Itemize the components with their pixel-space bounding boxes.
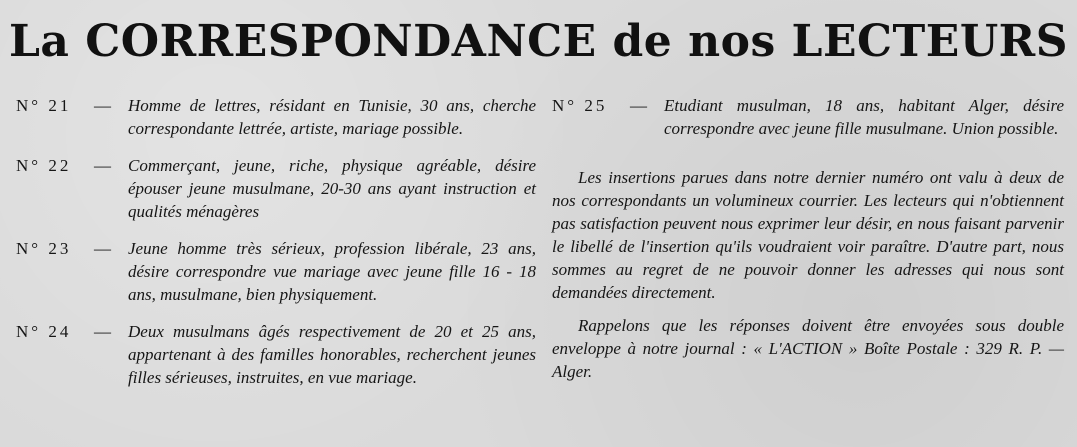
entry-dash: — — [94, 96, 111, 115]
spacer — [552, 154, 1064, 166]
entry-number: N° 24 — [16, 322, 72, 341]
entry-dash: — — [94, 156, 111, 175]
entry-text: Homme de lettres, résidant en Tunisie, 30 ans, cherche correspondante lettrée, artiste, mariage possible. — [128, 96, 536, 138]
entry-number: N° 21 — [16, 96, 72, 115]
entry-25 — [552, 94, 1064, 140]
left-column — [16, 94, 536, 403]
page-title: La CORRESPONDANCE de nos LECTEURS — [8, 16, 1069, 67]
entry-dash: — — [630, 96, 647, 115]
entry-number: N° 23 — [16, 239, 72, 258]
entry-text: Etudiant musulman, 18 ans, habitant Alger, désire correspondre avec jeune fille musulmane. Union possible. — [664, 96, 1064, 138]
entry-number: N° 25 — [552, 96, 608, 115]
entry-24 — [16, 320, 536, 389]
notice-paragraph: Les insertions parues dans notre dernier numéro ont valu à deux de nos correspondants un volumineux courrier. Les lecteurs qui n'obtiennent pas satisfaction peuvent nous exprimer leur désir, en nous faisant parvenir le libellé de l'insertion qu'ils voudraient voir paraître. D'autre part, nous sommes au regret de ne pouvoir donner les adresses qui nous sont demandées directement. — [552, 168, 1064, 302]
entry-23 — [16, 237, 536, 306]
entry-number: N° 22 — [16, 156, 72, 175]
entry-dash: — — [94, 239, 111, 258]
entry-text: Commerçant, jeune, riche, physique agréable, désire épouser jeune musulmane, 20-30 ans ayant instruction et qualités ménagères — [128, 156, 536, 221]
entry-21 — [16, 94, 536, 140]
entry-dash: — — [94, 322, 111, 341]
entry-text: Jeune homme très sérieux, profession libérale, 23 ans, désire correspondre vue mariage avec jeune fille 16 - 18 ans, musulmane, bien physiquement. — [128, 239, 536, 304]
right-column — [552, 94, 1064, 383]
entry-22 — [16, 154, 536, 223]
reply-instructions: Rappelons que les réponses doivent être envoyées sous double enveloppe à notre journal : « L'ACTION » Boîte Postale : 329 R. P. — Alger. — [552, 316, 1064, 381]
entry-text: Deux musulmans âgés respectivement de 20 et 25 ans, appartenant à des familles honorables, recherchent jeunes filles sérieuses, instruites, en vue mariage. — [128, 322, 536, 387]
